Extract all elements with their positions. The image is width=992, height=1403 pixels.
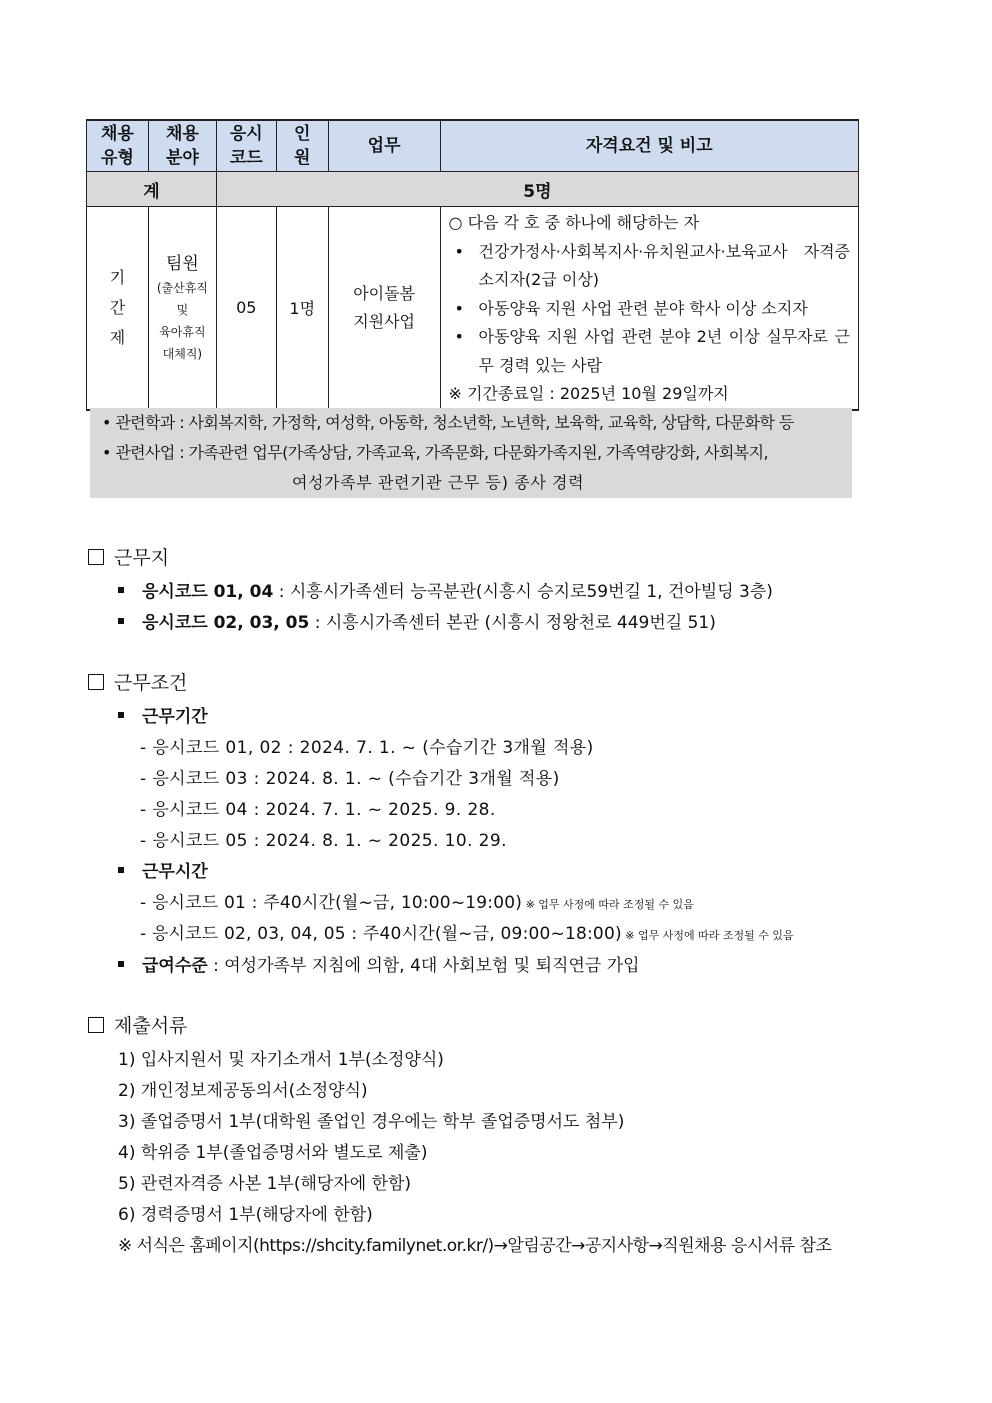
note-related-majors: • 관련학과 : 사회복지학, 가정학, 여성학, 아동학, 청소년학, 노년학, 보육학, 교육학, 상담학, 다문화학 등 <box>102 413 794 432</box>
section-documents-title: 제출서류 <box>88 1011 187 1038</box>
hours-item: - 응시코드 01 : 주40시간(월~금, 10:00~19:00) ※ 업무 사정에 따라 조정될 수 있음 <box>140 893 694 913</box>
period-item: - 응시코드 05 : 2024. 8. 1. ~ 2025. 10. 29. <box>140 831 507 851</box>
checkbox-square-icon <box>88 1017 104 1033</box>
cell-type: 기 간 제 <box>87 207 149 410</box>
requirements-note: ※ 기간종료일 : 2025년 10월 29일까지 <box>448 384 729 403</box>
document-item: 2) 개인정보제공동의서(소정양식) <box>118 1081 368 1101</box>
documents-footnote: ※ 서식은 홈페이지(https://shcity.familynet.or.kr/)→알림공간→공지사항→직원채용 응시서류 참조 <box>118 1236 832 1256</box>
period-item: - 응시코드 01, 02 : 2024. 7. 1. ~ (수습기간 3개월 적용) <box>140 738 594 758</box>
cell-requirements <box>440 207 858 410</box>
square-bullet-icon <box>118 587 124 593</box>
table-header-row <box>87 120 859 172</box>
header-requirements: 자격요건 및 비고 <box>440 120 858 172</box>
note-related-work: • 관련사업 : 가족관련 업무(가족상담, 가족교육, 가족문화, 다문화가족지원, 가족역량강화, 사회복지, <box>102 443 768 462</box>
header-type: 채용 유형 <box>87 120 149 172</box>
salary-item: 급여수준 : 여성가족부 지침에 의함, 4대 사회보험 및 퇴직연금 가입 <box>118 951 640 976</box>
section-workplace-title: 근무지 <box>88 543 169 570</box>
total-value: 5명 <box>216 172 858 207</box>
workplace-item: 응시코드 01, 04 : 시흥시가족센터 능곡분관(시흥시 승지로59번길 1, 건아빌딩 3층) <box>118 577 773 602</box>
square-bullet-icon <box>118 961 124 967</box>
document-item: 1) 입사지원서 및 자기소개서 1부(소정양식) <box>118 1050 444 1070</box>
recruitment-table <box>86 119 859 411</box>
period-title: 근무기간 <box>118 702 208 727</box>
hours-item: - 응시코드 02, 03, 04, 05 : 주40시간(월~금, 09:00~18:00) ※ 업무 사정에 따라 조정될 수 있음 <box>140 924 794 944</box>
period-item: - 응시코드 04 : 2024. 7. 1. ~ 2025. 9. 28. <box>140 800 496 820</box>
header-duty: 업무 <box>328 120 440 172</box>
requirements-list <box>449 238 850 381</box>
checkbox-square-icon <box>88 549 104 565</box>
total-label: 계 <box>87 172 217 207</box>
header-count: 인 원 <box>276 120 328 172</box>
square-bullet-icon <box>118 867 124 873</box>
cell-field: 팀원 (출산휴직 및 육아휴직 대체직) <box>148 207 216 410</box>
note-related-work-cont: 여성가족부 관련기관 근무 등) 종사 경력 <box>292 473 585 492</box>
requirements-intro: ○ 다음 각 호 중 하나에 해당하는 자 <box>448 213 700 232</box>
cell-duty: 아이돌봄 지원사업 <box>328 207 440 410</box>
list-item: • 아동양육 지원 사업 관련 분야 2년 이상 실무자로 근무 경력 있는 사람 <box>479 323 850 380</box>
period-item: - 응시코드 03 : 2024. 8. 1. ~ (수습기간 3개월 적용) <box>140 769 560 789</box>
table-total-row <box>87 172 859 207</box>
document-item: 5) 관련자격증 사본 1부(해당자에 한함) <box>118 1174 412 1194</box>
section-conditions-title: 근무조건 <box>88 668 187 695</box>
hours-title: 근무시간 <box>118 857 208 882</box>
header-field: 채용 분야 <box>148 120 216 172</box>
list-item: • 아동양육 지원 사업 관련 분야 학사 이상 소지자 <box>479 295 850 324</box>
cell-count: 1명 <box>276 207 328 410</box>
checkbox-square-icon <box>88 674 104 690</box>
document-item: 3) 졸업증명서 1부(대학원 졸업인 경우에는 학부 졸업증명서도 첨부) <box>118 1112 625 1132</box>
document-item: 4) 학위증 1부(졸업증명서와 별도로 제출) <box>118 1143 428 1163</box>
cell-code: 05 <box>216 207 276 410</box>
document-item: 6) 경력증명서 1부(해당자에 한함) <box>118 1205 373 1225</box>
square-bullet-icon <box>118 712 124 718</box>
related-notes-box <box>90 408 852 498</box>
header-code: 응시 코드 <box>216 120 276 172</box>
workplace-item: 응시코드 02, 03, 05 : 시흥시가족센터 본관 (시흥시 정왕천로 449번길 51) <box>118 608 716 633</box>
square-bullet-icon <box>118 618 124 624</box>
table-row <box>87 207 859 410</box>
list-item: • 건강가정사·사회복지사·유치원교사·보육교사 자격증 소지자(2급 이상) <box>479 238 850 295</box>
